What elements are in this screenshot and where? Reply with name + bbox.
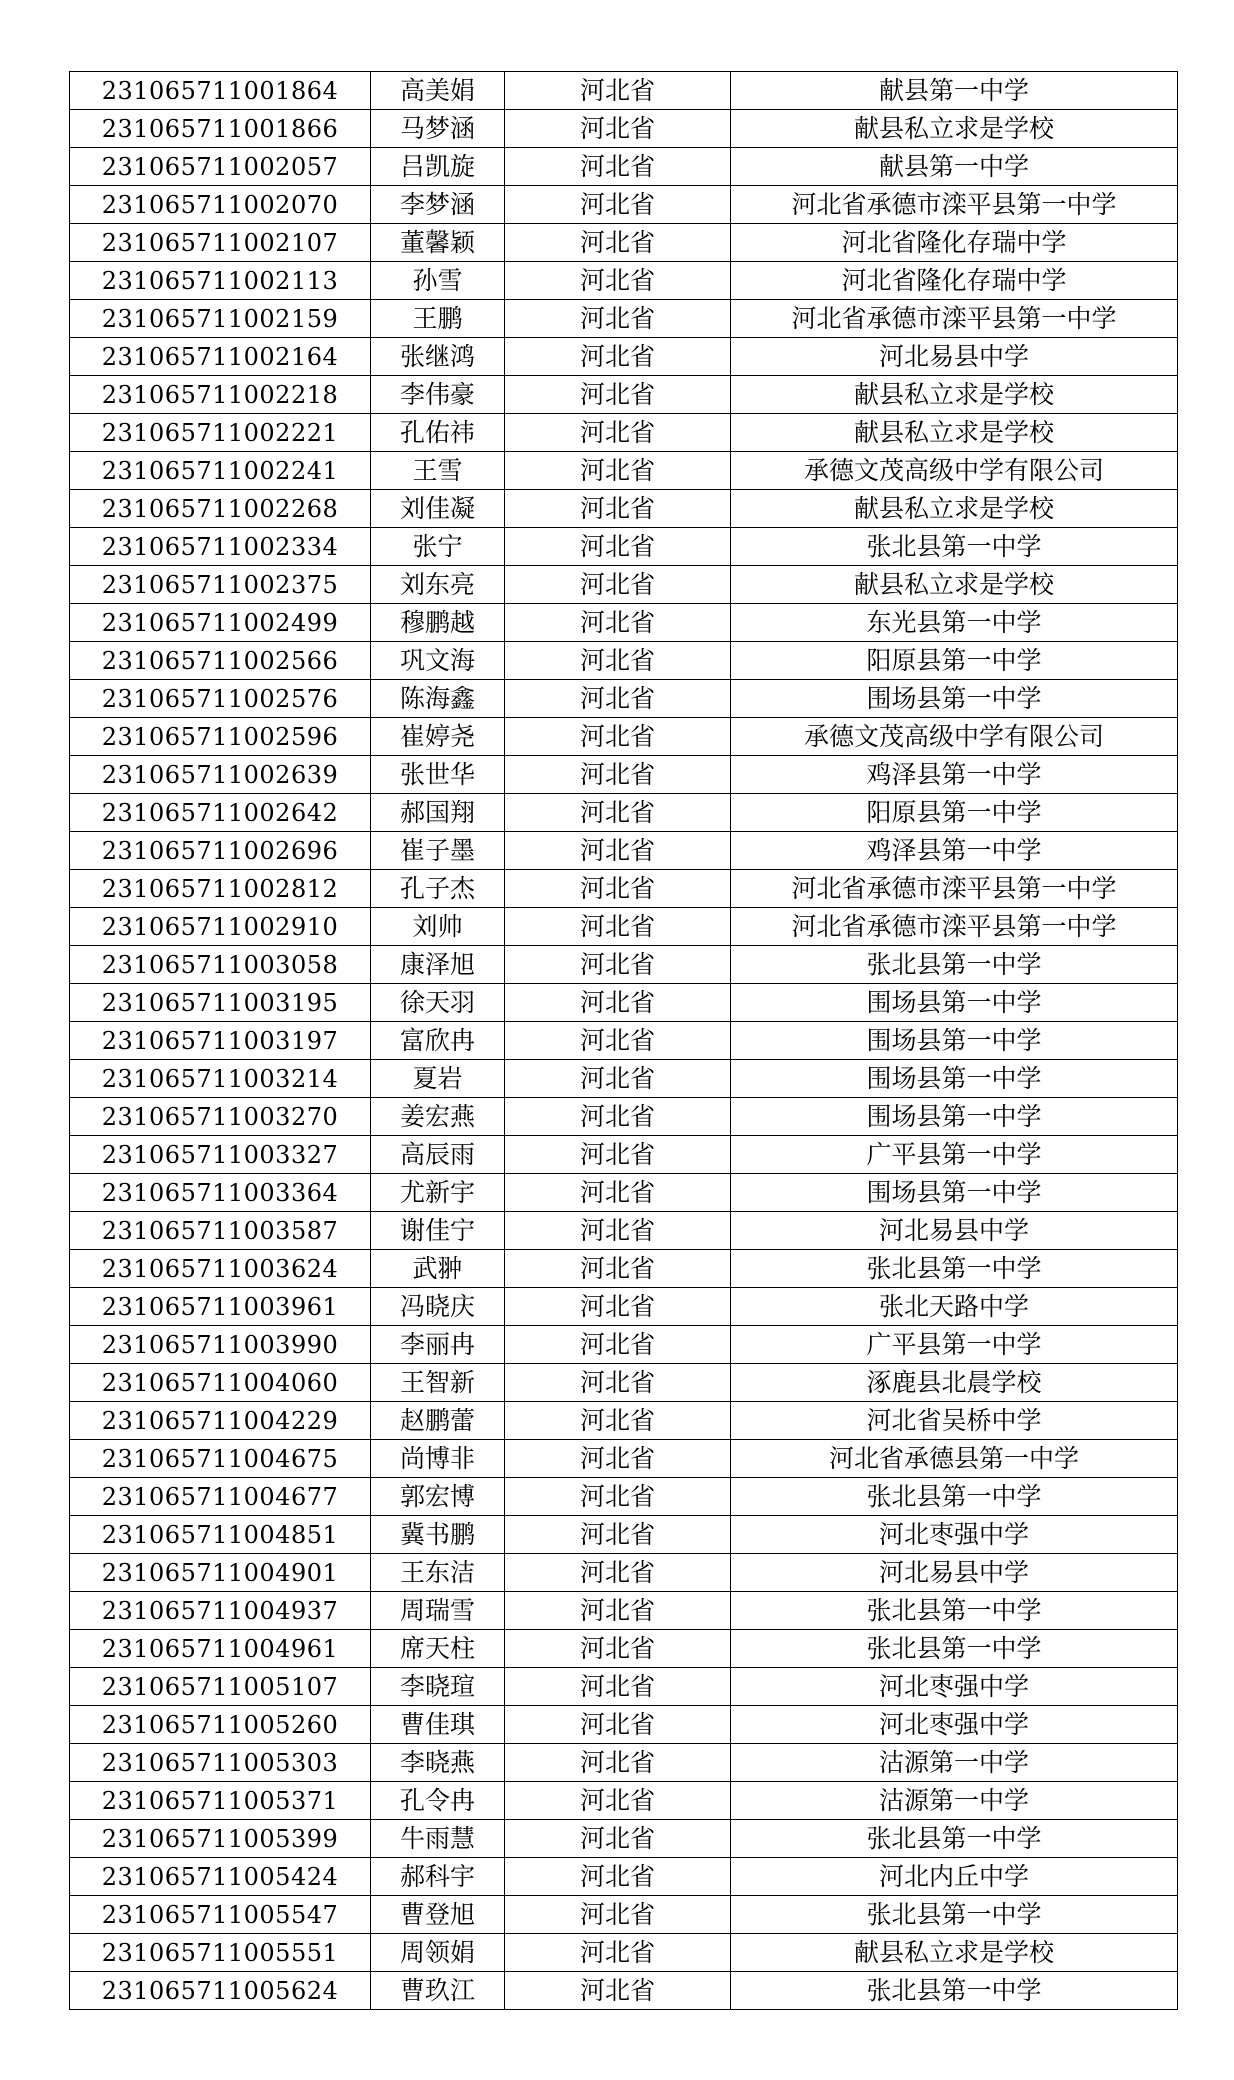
exam-number-cell: 231065711004677: [70, 1478, 371, 1516]
exam-number-cell: 231065711005624: [70, 1972, 371, 2010]
province-cell: 河北省: [505, 1858, 731, 1896]
province-cell: 河北省: [505, 1630, 731, 1668]
province-cell: 河北省: [505, 414, 731, 452]
exam-number-cell: 231065711005107: [70, 1668, 371, 1706]
school-cell: 张北县第一中学: [731, 1972, 1178, 2010]
table-row: [70, 72, 1178, 110]
student-name-cell: 尤新宇: [371, 1174, 505, 1212]
student-name-cell: 曹登旭: [371, 1896, 505, 1934]
province-cell: 河北省: [505, 376, 731, 414]
exam-number-cell: 231065711005303: [70, 1744, 371, 1782]
province-cell: 河北省: [505, 566, 731, 604]
exam-number-cell: 231065711002566: [70, 642, 371, 680]
school-cell: 广平县第一中学: [731, 1326, 1178, 1364]
exam-number-cell: 231065711002334: [70, 528, 371, 566]
province-cell: 河北省: [505, 1744, 731, 1782]
table-row: [70, 604, 1178, 642]
student-name-cell: 吕凯旋: [371, 148, 505, 186]
school-cell: 沽源第一中学: [731, 1782, 1178, 1820]
school-cell: 河北省隆化存瑞中学: [731, 262, 1178, 300]
student-name-cell: 王鹏: [371, 300, 505, 338]
province-cell: 河北省: [505, 1554, 731, 1592]
table-row: [70, 1402, 1178, 1440]
province-cell: 河北省: [505, 262, 731, 300]
table-row: [70, 1744, 1178, 1782]
province-cell: 河北省: [505, 1706, 731, 1744]
student-name-cell: 康泽旭: [371, 946, 505, 984]
table-row: [70, 718, 1178, 756]
school-cell: 张北县第一中学: [731, 528, 1178, 566]
table-row: [70, 1440, 1178, 1478]
student-name-cell: 曹玖江: [371, 1972, 505, 2010]
school-cell: 河北枣强中学: [731, 1706, 1178, 1744]
school-cell: 献县私立求是学校: [731, 414, 1178, 452]
exam-number-cell: 231065711003195: [70, 984, 371, 1022]
province-cell: 河北省: [505, 300, 731, 338]
table-row: [70, 1136, 1178, 1174]
province-cell: 河北省: [505, 1440, 731, 1478]
school-cell: 河北省承德县第一中学: [731, 1440, 1178, 1478]
school-cell: 献县私立求是学校: [731, 566, 1178, 604]
table-row: [70, 1934, 1178, 1972]
student-name-cell: 赵鹏蕾: [371, 1402, 505, 1440]
exam-number-cell: 231065711003990: [70, 1326, 371, 1364]
exam-number-cell: 231065711001864: [70, 72, 371, 110]
roster-table-body: [70, 72, 1178, 2010]
student-name-cell: 席天柱: [371, 1630, 505, 1668]
school-cell: 张北天路中学: [731, 1288, 1178, 1326]
table-row: [70, 1098, 1178, 1136]
student-name-cell: 王东洁: [371, 1554, 505, 1592]
table-row: [70, 794, 1178, 832]
exam-number-cell: 231065711002596: [70, 718, 371, 756]
student-name-cell: 李晓瑄: [371, 1668, 505, 1706]
table-row: [70, 1060, 1178, 1098]
table-row: [70, 984, 1178, 1022]
student-name-cell: 冀书鹏: [371, 1516, 505, 1554]
table-row: [70, 1478, 1178, 1516]
exam-number-cell: 231065711005399: [70, 1820, 371, 1858]
exam-number-cell: 231065711002576: [70, 680, 371, 718]
exam-number-cell: 231065711004851: [70, 1516, 371, 1554]
table-row: [70, 110, 1178, 148]
province-cell: 河北省: [505, 1212, 731, 1250]
school-cell: 围场县第一中学: [731, 1022, 1178, 1060]
province-cell: 河北省: [505, 604, 731, 642]
exam-number-cell: 231065711002159: [70, 300, 371, 338]
school-cell: 承德文茂高级中学有限公司: [731, 718, 1178, 756]
province-cell: 河北省: [505, 186, 731, 224]
province-cell: 河北省: [505, 1060, 731, 1098]
student-name-cell: 姜宏燕: [371, 1098, 505, 1136]
school-cell: 河北省承德市滦平县第一中学: [731, 908, 1178, 946]
exam-number-cell: 231065711002268: [70, 490, 371, 528]
province-cell: 河北省: [505, 870, 731, 908]
school-cell: 广平县第一中学: [731, 1136, 1178, 1174]
province-cell: 河北省: [505, 642, 731, 680]
table-row: [70, 300, 1178, 338]
school-cell: 河北省承德市滦平县第一中学: [731, 186, 1178, 224]
student-name-cell: 郝国翔: [371, 794, 505, 832]
student-name-cell: 王智新: [371, 1364, 505, 1402]
province-cell: 河北省: [505, 1364, 731, 1402]
student-name-cell: 周瑞雪: [371, 1592, 505, 1630]
student-name-cell: 郭宏博: [371, 1478, 505, 1516]
student-name-cell: 崔婷尧: [371, 718, 505, 756]
table-row: [70, 870, 1178, 908]
student-name-cell: 李丽冉: [371, 1326, 505, 1364]
exam-number-cell: 231065711002113: [70, 262, 371, 300]
student-name-cell: 夏岩: [371, 1060, 505, 1098]
province-cell: 河北省: [505, 1478, 731, 1516]
exam-number-cell: 231065711004675: [70, 1440, 371, 1478]
student-name-cell: 巩文海: [371, 642, 505, 680]
student-name-cell: 孔子杰: [371, 870, 505, 908]
exam-number-cell: 231065711005424: [70, 1858, 371, 1896]
exam-number-cell: 231065711003197: [70, 1022, 371, 1060]
exam-number-cell: 231065711002499: [70, 604, 371, 642]
table-row: [70, 756, 1178, 794]
student-name-cell: 孔佑祎: [371, 414, 505, 452]
table-row: [70, 376, 1178, 414]
table-row: [70, 946, 1178, 984]
table-row: [70, 452, 1178, 490]
table-row: [70, 1250, 1178, 1288]
school-cell: 河北易县中学: [731, 338, 1178, 376]
student-name-cell: 冯晓庆: [371, 1288, 505, 1326]
province-cell: 河北省: [505, 718, 731, 756]
exam-number-cell: 231065711002107: [70, 224, 371, 262]
student-name-cell: 曹佳琪: [371, 1706, 505, 1744]
table-row: [70, 1592, 1178, 1630]
exam-number-cell: 231065711002221: [70, 414, 371, 452]
table-row: [70, 528, 1178, 566]
table-row: [70, 1326, 1178, 1364]
student-name-cell: 王雪: [371, 452, 505, 490]
school-cell: 河北枣强中学: [731, 1668, 1178, 1706]
exam-number-cell: 231065711004937: [70, 1592, 371, 1630]
exam-number-cell: 231065711004229: [70, 1402, 371, 1440]
exam-number-cell: 231065711005551: [70, 1934, 371, 1972]
province-cell: 河北省: [505, 908, 731, 946]
student-name-cell: 刘帅: [371, 908, 505, 946]
exam-number-cell: 231065711005260: [70, 1706, 371, 1744]
province-cell: 河北省: [505, 452, 731, 490]
school-cell: 献县私立求是学校: [731, 490, 1178, 528]
school-cell: 河北省吴桥中学: [731, 1402, 1178, 1440]
school-cell: 张北县第一中学: [731, 1820, 1178, 1858]
table-row: [70, 490, 1178, 528]
school-cell: 河北省隆化存瑞中学: [731, 224, 1178, 262]
school-cell: 献县私立求是学校: [731, 110, 1178, 148]
table-row: [70, 1668, 1178, 1706]
student-name-cell: 高美娟: [371, 72, 505, 110]
province-cell: 河北省: [505, 1136, 731, 1174]
school-cell: 阳原县第一中学: [731, 642, 1178, 680]
student-name-cell: 牛雨慧: [371, 1820, 505, 1858]
province-cell: 河北省: [505, 1326, 731, 1364]
province-cell: 河北省: [505, 1402, 731, 1440]
student-name-cell: 崔子墨: [371, 832, 505, 870]
exam-number-cell: 231065711003961: [70, 1288, 371, 1326]
province-cell: 河北省: [505, 148, 731, 186]
school-cell: 河北省承德市滦平县第一中学: [731, 870, 1178, 908]
province-cell: 河北省: [505, 72, 731, 110]
table-row: [70, 1706, 1178, 1744]
school-cell: 鸡泽县第一中学: [731, 832, 1178, 870]
province-cell: 河北省: [505, 1174, 731, 1212]
table-row: [70, 1972, 1178, 2010]
school-cell: 沽源第一中学: [731, 1744, 1178, 1782]
province-cell: 河北省: [505, 1972, 731, 2010]
student-name-cell: 武翀: [371, 1250, 505, 1288]
school-cell: 献县私立求是学校: [731, 1934, 1178, 1972]
province-cell: 河北省: [505, 490, 731, 528]
province-cell: 河北省: [505, 1516, 731, 1554]
school-cell: 河北易县中学: [731, 1554, 1178, 1592]
table-row: [70, 186, 1178, 224]
table-row: [70, 1820, 1178, 1858]
student-name-cell: 刘东亮: [371, 566, 505, 604]
student-name-cell: 高辰雨: [371, 1136, 505, 1174]
school-cell: 张北县第一中学: [731, 1478, 1178, 1516]
school-cell: 张北县第一中学: [731, 1250, 1178, 1288]
province-cell: 河北省: [505, 680, 731, 718]
exam-number-cell: 231065711004961: [70, 1630, 371, 1668]
province-cell: 河北省: [505, 1782, 731, 1820]
school-cell: 河北内丘中学: [731, 1858, 1178, 1896]
student-name-cell: 李梦涵: [371, 186, 505, 224]
exam-number-cell: 231065711005547: [70, 1896, 371, 1934]
student-name-cell: 张世华: [371, 756, 505, 794]
exam-number-cell: 231065711003624: [70, 1250, 371, 1288]
table-row: [70, 148, 1178, 186]
exam-number-cell: 231065711002241: [70, 452, 371, 490]
table-row: [70, 1516, 1178, 1554]
school-cell: 围场县第一中学: [731, 680, 1178, 718]
exam-number-cell: 231065711002696: [70, 832, 371, 870]
exam-number-cell: 231065711002910: [70, 908, 371, 946]
table-row: [70, 1554, 1178, 1592]
school-cell: 阳原县第一中学: [731, 794, 1178, 832]
student-name-cell: 谢佳宁: [371, 1212, 505, 1250]
table-row: [70, 1896, 1178, 1934]
exam-number-cell: 231065711001866: [70, 110, 371, 148]
province-cell: 河北省: [505, 1250, 731, 1288]
exam-number-cell: 231065711003214: [70, 1060, 371, 1098]
exam-number-cell: 231065711002070: [70, 186, 371, 224]
school-cell: 河北枣强中学: [731, 1516, 1178, 1554]
student-name-cell: 李伟豪: [371, 376, 505, 414]
student-name-cell: 富欣冉: [371, 1022, 505, 1060]
table-row: [70, 908, 1178, 946]
province-cell: 河北省: [505, 224, 731, 262]
province-cell: 河北省: [505, 832, 731, 870]
exam-number-cell: 231065711002642: [70, 794, 371, 832]
province-cell: 河北省: [505, 1098, 731, 1136]
school-cell: 河北省承德市滦平县第一中学: [731, 300, 1178, 338]
table-row: [70, 1174, 1178, 1212]
school-cell: 围场县第一中学: [731, 1060, 1178, 1098]
student-name-cell: 孙雪: [371, 262, 505, 300]
province-cell: 河北省: [505, 946, 731, 984]
province-cell: 河北省: [505, 1592, 731, 1630]
table-row: [70, 1022, 1178, 1060]
table-row: [70, 338, 1178, 376]
exam-number-cell: 231065711002812: [70, 870, 371, 908]
exam-number-cell: 231065711004060: [70, 1364, 371, 1402]
student-name-cell: 张继鸿: [371, 338, 505, 376]
province-cell: 河北省: [505, 338, 731, 376]
table-row: [70, 1782, 1178, 1820]
school-cell: 涿鹿县北晨学校: [731, 1364, 1178, 1402]
student-name-cell: 张宁: [371, 528, 505, 566]
province-cell: 河北省: [505, 1820, 731, 1858]
student-name-cell: 孔令冉: [371, 1782, 505, 1820]
province-cell: 河北省: [505, 756, 731, 794]
school-cell: 张北县第一中学: [731, 1896, 1178, 1934]
student-name-cell: 董馨颖: [371, 224, 505, 262]
exam-number-cell: 231065711003327: [70, 1136, 371, 1174]
exam-number-cell: 231065711002218: [70, 376, 371, 414]
school-cell: 围场县第一中学: [731, 984, 1178, 1022]
exam-number-cell: 231065711002057: [70, 148, 371, 186]
exam-number-cell: 231065711003364: [70, 1174, 371, 1212]
school-cell: 围场县第一中学: [731, 1174, 1178, 1212]
table-row: [70, 1364, 1178, 1402]
table-row: [70, 832, 1178, 870]
exam-number-cell: 231065711003270: [70, 1098, 371, 1136]
exam-number-cell: 231065711003587: [70, 1212, 371, 1250]
school-cell: 围场县第一中学: [731, 1098, 1178, 1136]
school-cell: 鸡泽县第一中学: [731, 756, 1178, 794]
student-name-cell: 周领娟: [371, 1934, 505, 1972]
exam-number-cell: 231065711002375: [70, 566, 371, 604]
school-cell: 献县私立求是学校: [731, 376, 1178, 414]
school-cell: 张北县第一中学: [731, 946, 1178, 984]
school-cell: 张北县第一中学: [731, 1630, 1178, 1668]
province-cell: 河北省: [505, 1934, 731, 1972]
province-cell: 河北省: [505, 794, 731, 832]
student-name-cell: 徐天羽: [371, 984, 505, 1022]
student-name-cell: 郝科宇: [371, 1858, 505, 1896]
exam-number-cell: 231065711005371: [70, 1782, 371, 1820]
province-cell: 河北省: [505, 1896, 731, 1934]
table-row: [70, 642, 1178, 680]
exam-number-cell: 231065711003058: [70, 946, 371, 984]
province-cell: 河北省: [505, 1022, 731, 1060]
student-name-cell: 马梦涵: [371, 110, 505, 148]
roster-table: [69, 71, 1178, 2010]
school-cell: 承德文茂高级中学有限公司: [731, 452, 1178, 490]
table-row: [70, 224, 1178, 262]
student-name-cell: 穆鹏越: [371, 604, 505, 642]
province-cell: 河北省: [505, 110, 731, 148]
table-row: [70, 1288, 1178, 1326]
table-row: [70, 414, 1178, 452]
table-row: [70, 680, 1178, 718]
province-cell: 河北省: [505, 984, 731, 1022]
table-row: [70, 1212, 1178, 1250]
table-row: [70, 566, 1178, 604]
student-name-cell: 尚博非: [371, 1440, 505, 1478]
exam-number-cell: 231065711002164: [70, 338, 371, 376]
province-cell: 河北省: [505, 1668, 731, 1706]
student-name-cell: 陈海鑫: [371, 680, 505, 718]
exam-number-cell: 231065711004901: [70, 1554, 371, 1592]
school-cell: 献县第一中学: [731, 72, 1178, 110]
school-cell: 张北县第一中学: [731, 1592, 1178, 1630]
province-cell: 河北省: [505, 528, 731, 566]
school-cell: 河北易县中学: [731, 1212, 1178, 1250]
exam-number-cell: 231065711002639: [70, 756, 371, 794]
table-row: [70, 1630, 1178, 1668]
student-name-cell: 刘佳凝: [371, 490, 505, 528]
student-name-cell: 李晓燕: [371, 1744, 505, 1782]
school-cell: 献县第一中学: [731, 148, 1178, 186]
table-row: [70, 262, 1178, 300]
province-cell: 河北省: [505, 1288, 731, 1326]
school-cell: 东光县第一中学: [731, 604, 1178, 642]
table-row: [70, 1858, 1178, 1896]
